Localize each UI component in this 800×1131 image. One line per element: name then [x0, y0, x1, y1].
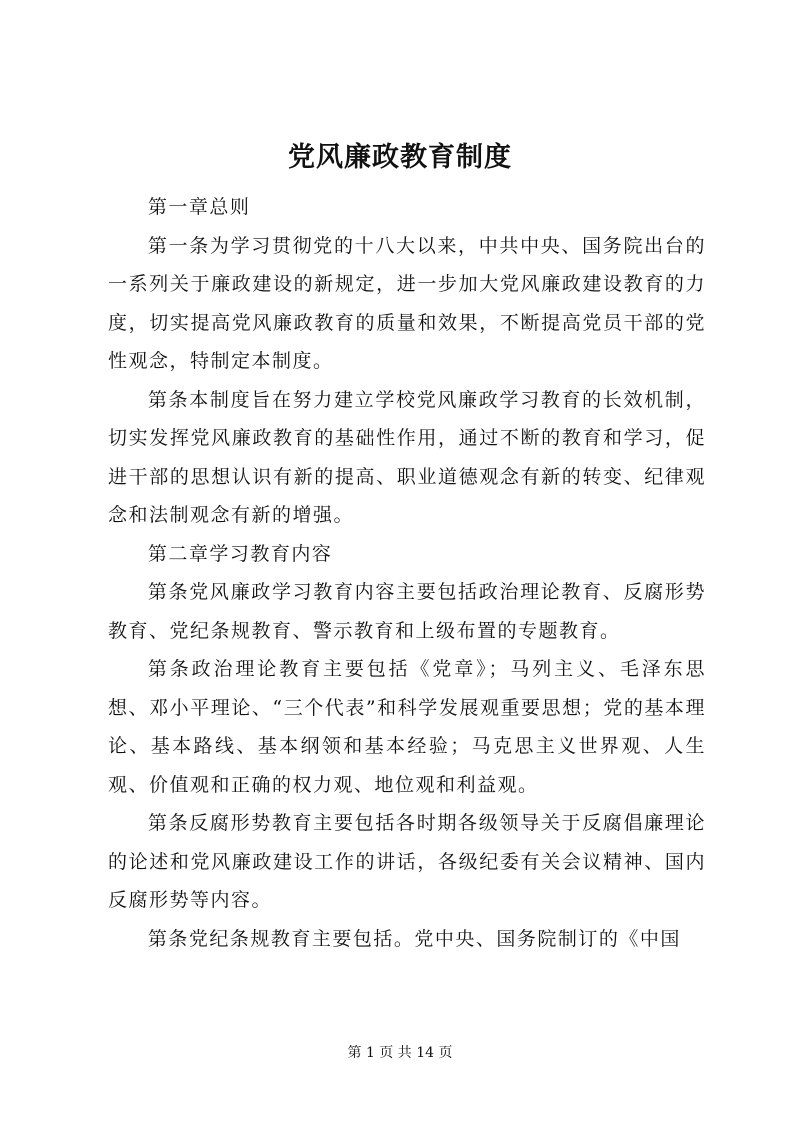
paragraph: 第一条为学习贯彻党的十八大以来，中共中央、国务院出台的一系列关于廉政建设的新规定，进一步加大党风廉政建设教育的力度，切实提高党风廉政教育的质量和效果，不断提高党员干部的党性观念，特制定本制度。 — [108, 234, 706, 372]
paragraph: 第条反腐形势教育主要包括各时期各级领导关于反腐倡廉理论的论述和党风廉政建设工作的讲话，各级纪委有关会议精神、国内反腐形势等内容。 — [108, 812, 706, 911]
document-body — [108, 188, 706, 958]
chapter-heading: 第一章总则 — [147, 196, 251, 218]
paragraph: 第条本制度旨在努力建立学校党风廉政学习教育的长效机制，切实发挥党风廉政教育的基础性作用，通过不断的教育和学习，促进干部的思想认识有新的提高、职业道德观念有新的转变、纪律观念和法制观念有新的增强。 — [108, 388, 706, 526]
chapter-heading: 第二章学习教育内容 — [147, 542, 333, 565]
document-title: 党风廉政教育制度 — [288, 142, 512, 173]
paragraph: 第条政治理论教育主要包括《党章》；马列主义、毛泽东思想、邓小平理论、“三个代表”和科学发展观重要思想；党的基本理论、基本路线、基本纲领和基本经验；马克思主义世界观、人生观、价值观和正确的权力观、地位观和利益观。 — [108, 658, 706, 796]
page-footer: 第 1 页 共 14 页 — [347, 1045, 453, 1061]
paragraph: 第条党纪条规教育主要包括。党中央、国务院制订的《中国 — [147, 927, 681, 950]
paragraph: 第条党风廉政学习教育内容主要包括政治理论教育、反腐形势教育、党纪条规教育、警示教育和上级布置的专题教育。 — [108, 581, 706, 642]
